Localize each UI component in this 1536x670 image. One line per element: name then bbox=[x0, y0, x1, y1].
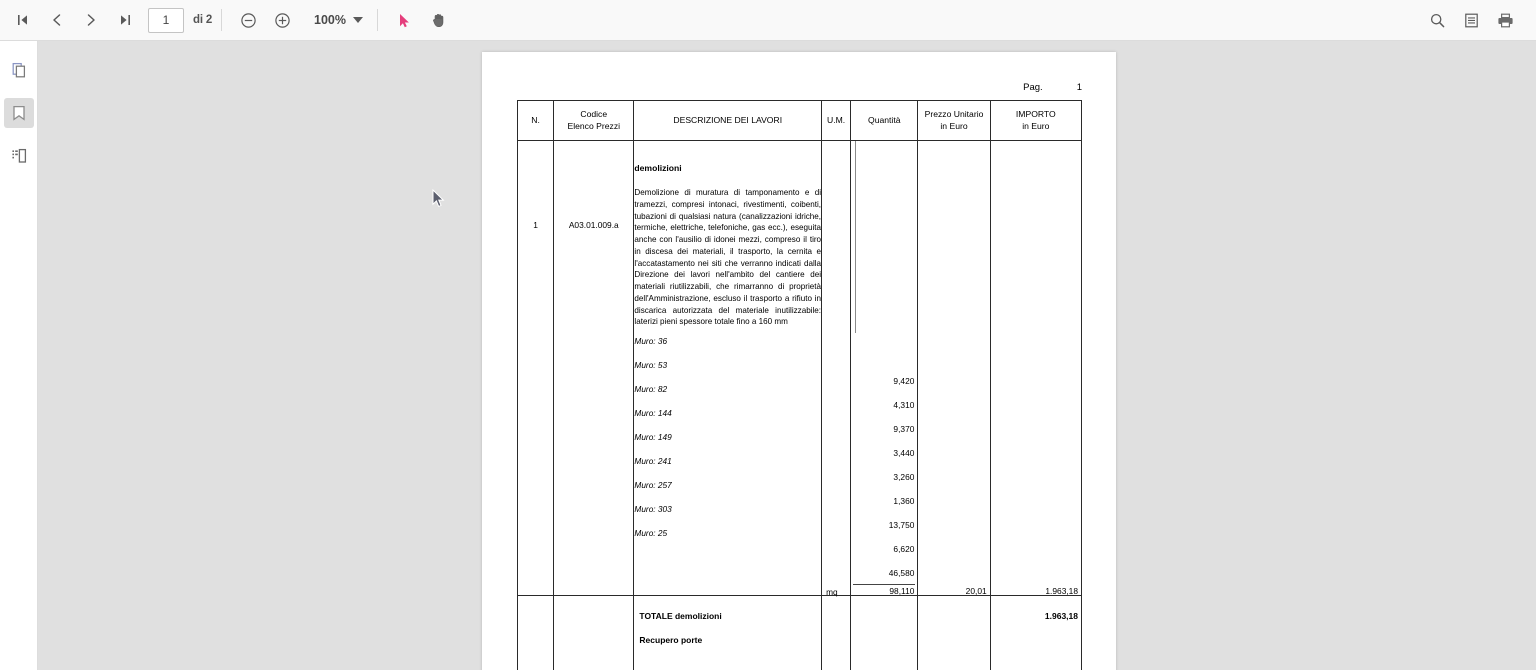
col-header-codice-line2: Elenco Prezzi bbox=[567, 120, 621, 131]
measure-label: Muro: 149 bbox=[634, 432, 672, 443]
measure-label: Muro: 53 bbox=[634, 360, 668, 371]
cell-quantity bbox=[851, 141, 918, 596]
measure-value: 1,360 bbox=[893, 496, 915, 506]
layout-panel-icon bbox=[10, 147, 28, 165]
measure-value: 3,440 bbox=[893, 448, 915, 458]
table-row bbox=[518, 141, 1082, 596]
total-cell-n bbox=[518, 596, 554, 670]
total-cell-amount bbox=[990, 596, 1081, 670]
col-header-importo-line2: in Euro bbox=[1022, 120, 1050, 131]
col-header-n: N. bbox=[518, 101, 554, 141]
total-amount-value: 1.963,18 bbox=[1044, 611, 1078, 621]
select-tool-button[interactable] bbox=[387, 3, 421, 37]
col-header-codice bbox=[554, 101, 634, 141]
hand-icon bbox=[430, 12, 447, 29]
total-cell-description bbox=[634, 596, 822, 670]
quantity-subtotal-rule bbox=[853, 584, 915, 585]
zoom-out-button[interactable] bbox=[231, 3, 265, 37]
total-cell-code bbox=[554, 596, 634, 670]
next-section-label: Recupero porte bbox=[639, 635, 703, 645]
hand-tool-button[interactable] bbox=[421, 3, 455, 37]
description-title: demolizioni bbox=[634, 163, 682, 173]
col-header-quantita: Quantità bbox=[851, 101, 918, 141]
chevron-left-icon bbox=[49, 12, 65, 28]
zoom-level-label: 100% bbox=[314, 13, 346, 27]
measure-label: Muro: 36 bbox=[634, 336, 668, 347]
total-cell-quantity bbox=[851, 596, 918, 670]
cell-description bbox=[634, 141, 822, 596]
pdf-page bbox=[482, 52, 1116, 670]
sidebar-item-attachments-layout[interactable] bbox=[4, 141, 34, 171]
measure-label: Muro: 257 bbox=[634, 480, 672, 491]
table-header-row bbox=[518, 101, 1082, 141]
bookmark-icon bbox=[10, 104, 28, 122]
page-total-label: di 2 bbox=[193, 14, 213, 26]
document-viewer[interactable] bbox=[39, 41, 1536, 670]
first-page-icon bbox=[15, 12, 31, 28]
zoom-out-icon bbox=[239, 11, 258, 30]
page-marker bbox=[482, 82, 1082, 93]
measure-value: 6,620 bbox=[893, 544, 915, 554]
measure-value: 4,310 bbox=[893, 400, 915, 410]
col-header-codice-line1: Codice bbox=[580, 108, 608, 119]
table-body bbox=[518, 141, 1082, 670]
measure-value: 3,260 bbox=[893, 472, 915, 482]
total-cell-um bbox=[822, 596, 851, 670]
measure-label: Muro: 144 bbox=[634, 408, 672, 419]
cell-amount bbox=[990, 141, 1081, 596]
page-number-input[interactable] bbox=[148, 8, 184, 33]
search-button[interactable] bbox=[1420, 3, 1454, 37]
cursor-arrow-icon bbox=[396, 12, 413, 29]
row-number-value: 1 bbox=[533, 220, 538, 230]
view-mode-button[interactable] bbox=[1454, 3, 1488, 37]
works-table bbox=[517, 100, 1082, 670]
total-label: TOTALE demolizioni bbox=[639, 611, 722, 621]
measure-value: 13,750 bbox=[888, 520, 915, 530]
last-page-icon bbox=[117, 12, 133, 28]
quantity-vertical-rule bbox=[855, 141, 856, 333]
pages-thumbnail-icon bbox=[10, 61, 28, 79]
search-icon bbox=[1429, 12, 1446, 29]
col-header-prezzo-unitario bbox=[918, 101, 990, 141]
previous-page-button[interactable] bbox=[40, 3, 74, 37]
toolbar bbox=[0, 0, 1536, 41]
measure-label: Muro: 303 bbox=[634, 504, 672, 515]
measure-value: 46,580 bbox=[888, 568, 915, 578]
col-header-prezzo-line1: Prezzo Unitario bbox=[924, 108, 984, 119]
toolbar-divider-1 bbox=[221, 9, 222, 31]
measure-label-list bbox=[634, 328, 821, 545]
quantity-total-value: 98,110 bbox=[889, 586, 915, 596]
last-page-button[interactable] bbox=[108, 3, 142, 37]
amount-value: 1.963,18 bbox=[1045, 586, 1078, 596]
measure-label: Muro: 241 bbox=[634, 456, 672, 467]
cell-unit-price bbox=[918, 141, 990, 596]
measure-value: 9,420 bbox=[893, 376, 915, 386]
chevron-right-icon bbox=[83, 12, 99, 28]
col-header-um: U.M. bbox=[822, 101, 851, 141]
table-header bbox=[518, 101, 1082, 141]
unit-price-value: 20,01 bbox=[965, 586, 987, 596]
cell-unit-of-measure bbox=[822, 141, 851, 596]
page-marker-label: Pag. bbox=[1023, 82, 1043, 93]
description-body: Demolizione di muratura di tamponamento e di tramezzi, compresi intonaci, rivestimenti, coibenti, tubazioni di qualsiasi natura (canalizzazioni idriche, termiche, elettriche, telefoniche, gas ecc.), eseguita anche con l'ausilio di idonei mezzi, compreso il tiro in discesa dei materiali, il trasporto, la cernita e l'accatastamento nei siti che verranno indicati dalla Direzione dei lavori nell'ambito del cantiere dei materiali riutilizzabili, che rimarranno di proprietà dell'Amministrazione, escluso il trasporto a rifiuto in discarica autorizzata del materiale inutilizzabile: laterizi pieni spessore totale fino a 160 mm bbox=[634, 188, 822, 327]
mouse-cursor bbox=[432, 189, 446, 209]
col-header-prezzo-line2: in Euro bbox=[940, 120, 968, 131]
toolbar-left-group bbox=[0, 3, 455, 37]
sidebar bbox=[0, 41, 38, 670]
page-marker-value: 1 bbox=[1076, 82, 1082, 93]
toolbar-right-group bbox=[1420, 3, 1536, 37]
unit-of-measure-value: mq bbox=[826, 587, 838, 597]
next-page-button[interactable] bbox=[74, 3, 108, 37]
col-header-descrizione: DESCRIZIONE DEI LAVORI bbox=[634, 101, 822, 141]
cell-price-code bbox=[554, 141, 634, 596]
printer-icon bbox=[1497, 12, 1514, 29]
total-cell-unit-price bbox=[918, 596, 990, 670]
measure-value: 9,370 bbox=[893, 424, 915, 434]
table-total-row bbox=[518, 596, 1082, 670]
zoom-level-dropdown[interactable] bbox=[309, 9, 368, 31]
chevron-down-icon bbox=[353, 17, 363, 23]
cell-row-number bbox=[518, 141, 554, 596]
col-header-importo bbox=[990, 101, 1081, 141]
zoom-in-icon bbox=[273, 11, 292, 30]
sidebar-item-bookmark[interactable] bbox=[4, 98, 34, 128]
first-page-button[interactable] bbox=[6, 3, 40, 37]
zoom-in-button[interactable] bbox=[265, 3, 299, 37]
toolbar-divider-2 bbox=[377, 9, 378, 31]
sidebar-item-pages-thumbnail[interactable] bbox=[4, 55, 34, 85]
page-view-icon bbox=[1463, 12, 1480, 29]
measure-label: Muro: 82 bbox=[634, 384, 668, 395]
print-button[interactable] bbox=[1488, 3, 1522, 37]
measure-label: Muro: 25 bbox=[634, 528, 668, 539]
col-header-importo-line1: IMPORTO bbox=[1015, 108, 1056, 119]
price-code-value: A03.01.009.a bbox=[568, 220, 619, 230]
